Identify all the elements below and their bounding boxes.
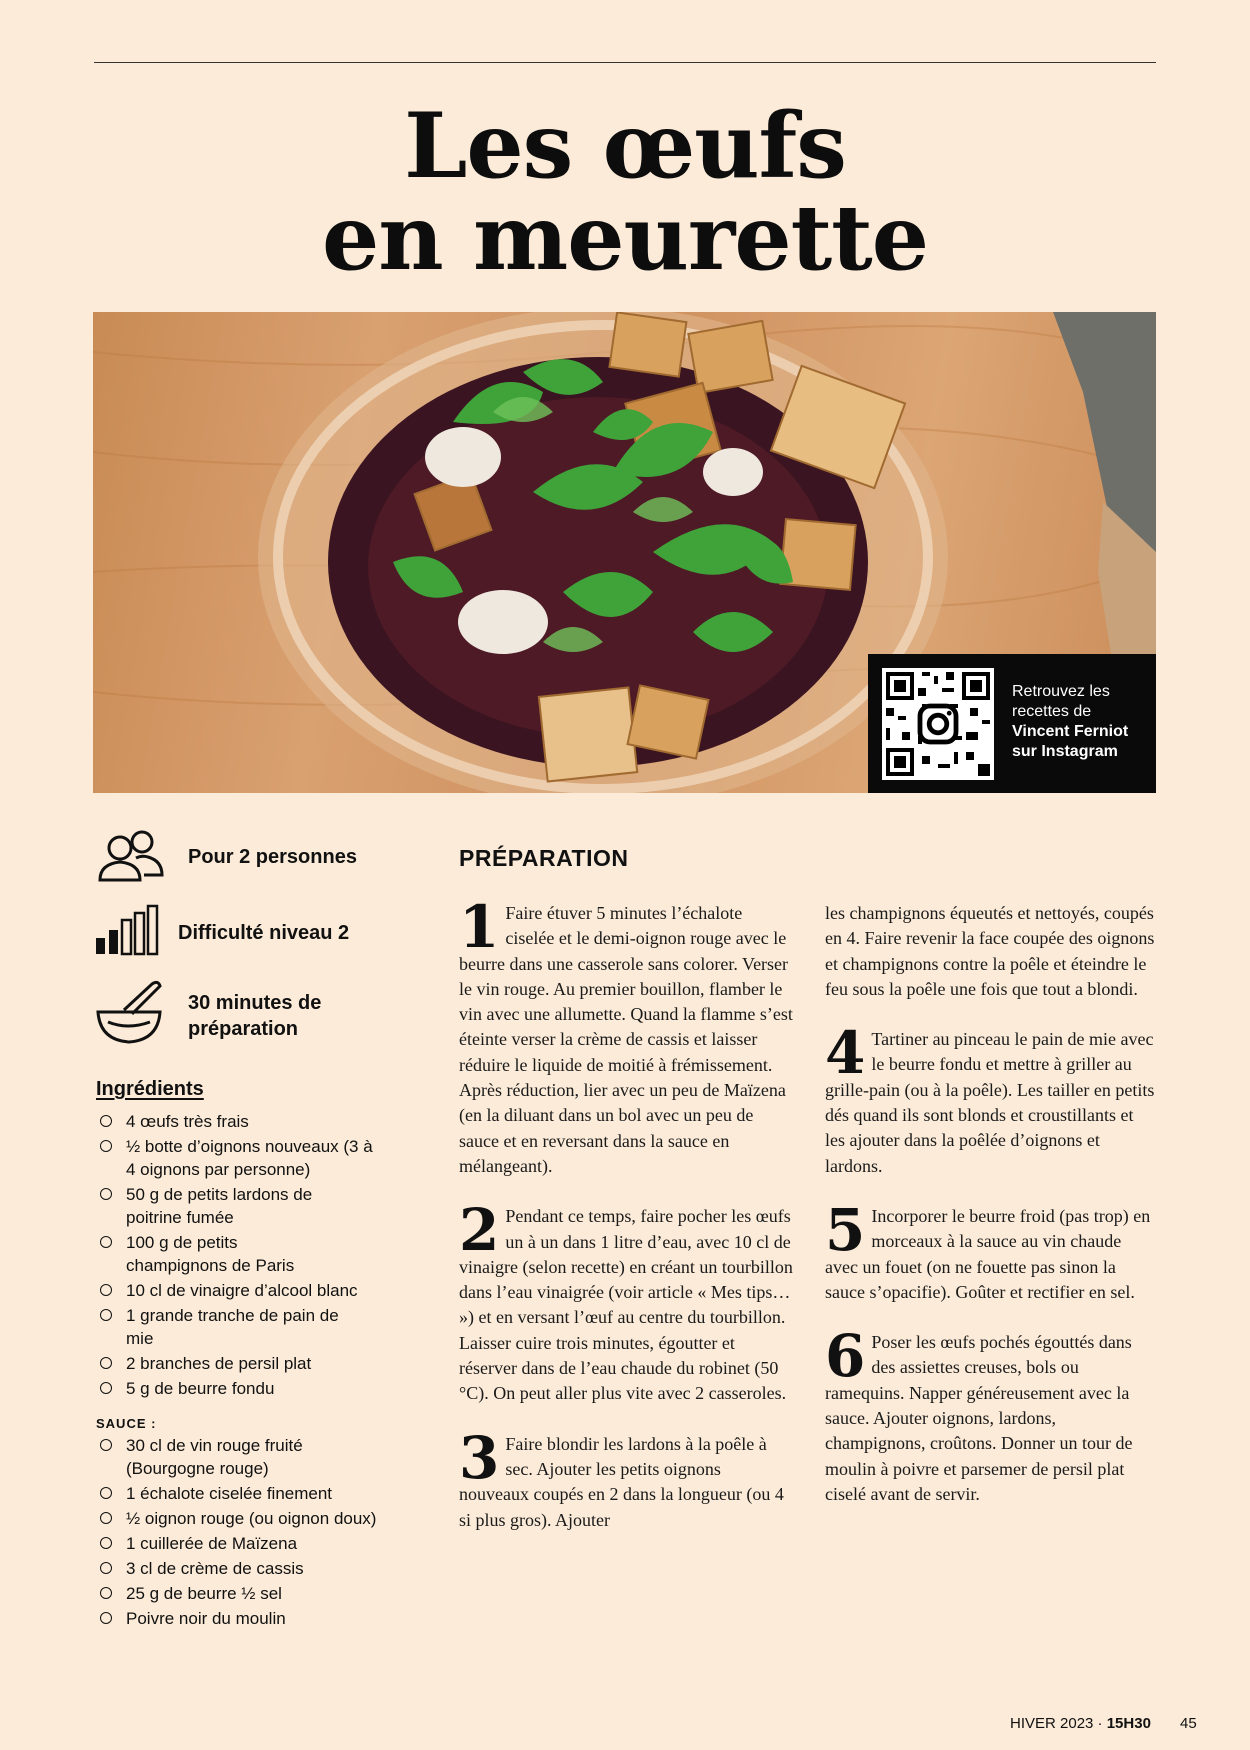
- step-text: Incorporer le beurre froid (pas trop) en morceaux à la sauce au vin chaude avec un fouet (on ne fouette pas sinon la sauce s’opacifie). Goûter et rectifier en sel.: [825, 1205, 1151, 1302]
- ingredient-item: 1 grande tranche de pain de mie: [98, 1304, 356, 1350]
- sauce-list: [98, 1434, 428, 1632]
- step-text: Pendant ce temps, faire pocher les œufs un à un dans 1 litre d’eau, avec 10 cl de vinaigre (selon recette) en créant un tourbillon dans l’eau vinaigrée (voir article « Mes tips… ») et en versant l’œuf au centre du tourbillon. Laisser cuire trois minutes, égoutter et réserver dans de l’eau chaude du robinet (50 °C). On peut aller plus vite avec 2 casseroles.: [459, 1206, 793, 1404]
- difficulty-bars-icon: [95, 904, 161, 956]
- sauce-item: 30 cl de vin rouge fruité (Bourgogne rouge): [98, 1434, 356, 1480]
- step-5: [825, 1195, 1155, 1305]
- step-1: [459, 893, 794, 1179]
- title-line-2: en meurette: [321, 185, 929, 291]
- step-text: les champignons équeutés et nettoyés, coupés en 4. Faire revenir la face coupée des oignons et champignons contre la poêle et éteindre le feu sous la poêle une fois que tout a blondi.: [825, 903, 1155, 999]
- ingredients-list: [98, 1110, 428, 1402]
- qr-code[interactable]: [882, 668, 994, 780]
- title-line-1: Les œufs: [404, 93, 846, 199]
- difficulty-label: Difficulté niveau 2: [178, 922, 350, 944]
- sauce-item: 1 cuillerée de Maïzena: [98, 1532, 428, 1555]
- footer-issue-text: HIVER 2023 ·: [1010, 1715, 1107, 1732]
- footer-brand: 15H30: [1106, 1715, 1151, 1732]
- ingredient-item: 2 branches de persil plat: [98, 1352, 428, 1375]
- step-number: 2: [459, 1196, 500, 1265]
- step-6: [825, 1322, 1155, 1507]
- step-number: 5: [825, 1195, 866, 1264]
- sauce-item: ½ oignon rouge (ou oignon doux): [98, 1507, 428, 1530]
- sauce-heading: SAUCE :: [96, 1416, 157, 1431]
- mortar-bowl-icon: [94, 978, 164, 1046]
- step-text: Faire étuver 5 minutes l’échalote ciselée et le demi-oignon rouge avec le beurre dans une casserole sans colorer. Verser le vin rouge. Au premier bouillon, flamber le vin avec une allumette. Quand la flamme s’est éteinte verser la crème de cassis et laisser réduire le liquide de moitié à frémissement. Après réduction, lier avec un peu de Maïzena (en la diluant dans un bol avec un peu de sauce et en reversant dans la sauce en mélangeant).: [459, 903, 793, 1176]
- step-4: [825, 1019, 1155, 1179]
- ingredient-item: 5 g de beurre fondu: [98, 1377, 428, 1400]
- servings-label: Pour 2 personnes: [188, 846, 357, 868]
- qr-line-4: sur Instagram: [1012, 743, 1118, 760]
- page-number: 45: [1180, 1715, 1197, 1732]
- ingredient-item: 100 g de petits champignons de Paris: [98, 1231, 326, 1277]
- qr-line-1: Retrouvez les: [1012, 683, 1110, 700]
- qr-caption: [1012, 682, 1152, 762]
- ingredients-heading: Ingrédients: [96, 1078, 204, 1100]
- qr-line-3: Vincent Ferniot: [1012, 723, 1129, 740]
- sauce-item: 1 échalote ciselée finement: [98, 1482, 428, 1505]
- step-number: 1: [459, 893, 500, 961]
- time-line-1: 30 minutes de: [188, 992, 322, 1014]
- ingredient-item: ½ botte d’oignons nouveaux (3 à 4 oignons par personne): [98, 1135, 376, 1181]
- qr-line-2: recettes de: [1012, 703, 1092, 720]
- time-label: [188, 990, 321, 1042]
- instagram-qr-box[interactable]: [868, 654, 1156, 793]
- step-2: [459, 1196, 794, 1406]
- preparation-column-2: [825, 901, 1155, 1532]
- step-3: [459, 1423, 794, 1533]
- recipe-title: [0, 93, 1250, 291]
- preparation-column-1: [459, 893, 794, 1558]
- ingredient-item: 4 œufs très frais: [98, 1110, 428, 1133]
- time-line-2: préparation: [188, 1018, 299, 1040]
- ingredient-item: 50 g de petits lardons de poitrine fumée: [98, 1183, 326, 1229]
- step-text: Faire blondir les lardons à la poêle à sec. Ajouter les petits oignons nouveaux coupés en 2 dans la longueur (ou 4 si plus gros). Ajouter: [459, 1433, 784, 1530]
- step-number: 6: [825, 1322, 866, 1391]
- people-icon: [96, 828, 166, 884]
- footer-issue: [1010, 1715, 1151, 1732]
- preparation-heading: PRÉPARATION: [459, 845, 629, 871]
- step-number: 3: [459, 1423, 500, 1492]
- step-text: Tartiner au pinceau le pain de mie avec le beurre fondu et mettre à griller au grille-pain (ou à la poêle). Les tailler en petits dés quand ils sont blonds et croustillants et les ajouter dans la poêlée d’oignons et lardons.: [825, 1029, 1155, 1176]
- sauce-item: 25 g de beurre ½ sel: [98, 1582, 428, 1605]
- step-3-continued: [825, 901, 1155, 1002]
- step-text: Poser les œufs pochés égouttés dans des assiettes creuses, bols ou ramequins. Napper généreusement avec la sauce. Ajouter oignons, lardons, champignons, croûtons. Donner un tour de moulin à poivre et parsemer de persil plat ciselé avant de servir.: [825, 1332, 1133, 1504]
- ingredient-item: 10 cl de vinaigre d’alcool blanc: [98, 1279, 428, 1302]
- top-rule: [94, 62, 1156, 63]
- step-number: 4: [825, 1019, 866, 1088]
- instagram-icon: [920, 706, 956, 742]
- sauce-item: Poivre noir du moulin: [98, 1607, 428, 1630]
- sauce-item: 3 cl de crème de cassis: [98, 1557, 428, 1580]
